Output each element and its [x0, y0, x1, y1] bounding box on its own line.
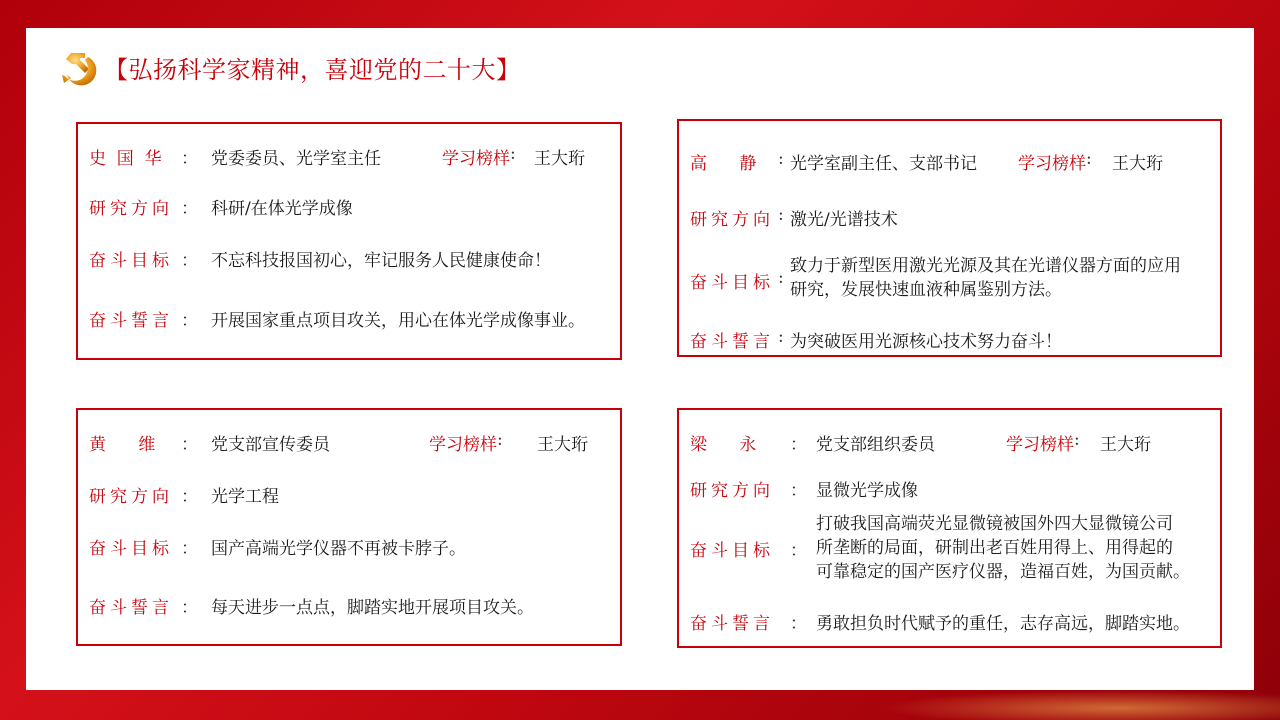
role-model-value: 王大珩 [1112, 154, 1163, 174]
motto-label: 奋斗誓言 [89, 311, 173, 331]
goal-row [690, 254, 1181, 302]
motto-label: 奋斗誓言 [89, 598, 173, 618]
research-value: 激光/光谱技术 [790, 210, 898, 230]
name-label: 高 静 [690, 154, 757, 174]
goal-row [89, 534, 466, 559]
colon: ： [181, 251, 198, 271]
decorative-glow [880, 690, 1280, 720]
colon: ： [181, 149, 198, 169]
role-model-label: 学习榜样 [442, 149, 510, 169]
colon: ： [790, 614, 807, 634]
research-label: 研究方向 [690, 210, 774, 230]
page-header [58, 44, 521, 90]
member-card-1 [76, 122, 622, 360]
role-model-value: 王大珩 [537, 435, 588, 455]
colon: ： [181, 487, 198, 507]
name-label: 梁 永 [690, 435, 757, 455]
role-model-label: 学习榜样 [429, 435, 497, 455]
colon: : [778, 205, 784, 225]
role-model-value: 王大珩 [1100, 435, 1151, 455]
colon: : [778, 149, 784, 169]
name-row [89, 144, 585, 169]
goal-value: 打破我国高端荧光显微镜被国外四大显微镜公司 所垄断的局面，研制出老百姓用得上、用得起的 可靠稳定的国产医疗仪器，造福百姓，为国贡献。 [816, 514, 1190, 582]
colon: ： [790, 541, 807, 561]
name-label: 史 国 华 [89, 149, 162, 169]
goal-label: 奋斗目标 [690, 273, 774, 293]
motto-row [690, 609, 1190, 634]
role-model-label: 学习榜样 [1006, 435, 1074, 455]
name-row [690, 430, 1151, 455]
colon: ： [790, 435, 807, 455]
colon: : [1086, 149, 1092, 169]
party-emblem-icon [58, 45, 102, 89]
colon: : [778, 268, 784, 288]
motto-value: 为突破医用光源核心技术努力奋斗！ [790, 332, 1062, 352]
colon: : [510, 144, 516, 164]
colon: : [778, 327, 784, 347]
research-label: 研究方向 [690, 481, 774, 501]
research-value: 科研/在体光学成像 [211, 199, 353, 219]
motto-row [89, 593, 534, 618]
name-label: 黄 维 [89, 435, 156, 455]
colon: ： [790, 481, 807, 501]
colon: ： [181, 435, 198, 455]
motto-value: 开展国家重点项目攻关，用心在体光学成像事业。 [211, 311, 585, 331]
member-card-3 [76, 408, 622, 646]
colon: ： [181, 598, 198, 618]
research-row [690, 476, 918, 501]
motto-label: 奋斗誓言 [690, 614, 774, 634]
research-row [89, 194, 353, 219]
research-value: 显微光学成像 [816, 481, 918, 501]
motto-value: 勇敢担负时代赋予的重任，志存高远，脚踏实地。 [816, 614, 1190, 634]
research-value: 光学工程 [211, 487, 279, 507]
goal-row [690, 512, 1190, 584]
goal-value: 致力于新型医用激光光源及其在光谱仪器方面的应用 研究，发展快速血液种属鉴别方法。 [790, 256, 1181, 300]
title-value: 党委委员、光学室主任 [211, 149, 381, 169]
research-label: 研究方向 [89, 487, 173, 507]
goal-label: 奋斗目标 [89, 539, 173, 559]
colon: ： [181, 199, 198, 219]
research-row [690, 205, 898, 230]
motto-label: 奋斗誓言 [690, 332, 774, 352]
colon: : [1074, 430, 1080, 450]
goal-label: 奋斗目标 [89, 251, 173, 271]
role-model-value: 王大珩 [534, 149, 585, 169]
member-card-4 [677, 408, 1222, 648]
motto-row [89, 306, 585, 331]
research-row [89, 482, 279, 507]
research-label: 研究方向 [89, 199, 173, 219]
title-value: 党支部组织委员 [816, 435, 935, 455]
name-row [89, 430, 588, 455]
member-card-2 [677, 119, 1222, 357]
goal-value: 国产高端光学仪器不再被卡脖子。 [211, 539, 466, 559]
page-title: 【弘扬科学家精神，喜迎党的二十大】 [104, 55, 521, 84]
title-value: 党支部宣传委员 [211, 435, 330, 455]
motto-value: 每天进步一点点，脚踏实地开展项目攻关。 [211, 598, 534, 618]
colon: : [497, 430, 503, 450]
name-row [690, 149, 1163, 174]
role-model-label: 学习榜样 [1018, 154, 1086, 174]
title-value: 光学室副主任、支部书记 [790, 154, 977, 174]
goal-value: 不忘科技报国初心，牢记服务人民健康使命！ [211, 251, 551, 271]
colon: ： [181, 539, 198, 559]
colon: ： [181, 311, 198, 331]
goal-row [89, 246, 551, 271]
goal-label: 奋斗目标 [690, 541, 774, 561]
motto-row [690, 327, 1062, 352]
